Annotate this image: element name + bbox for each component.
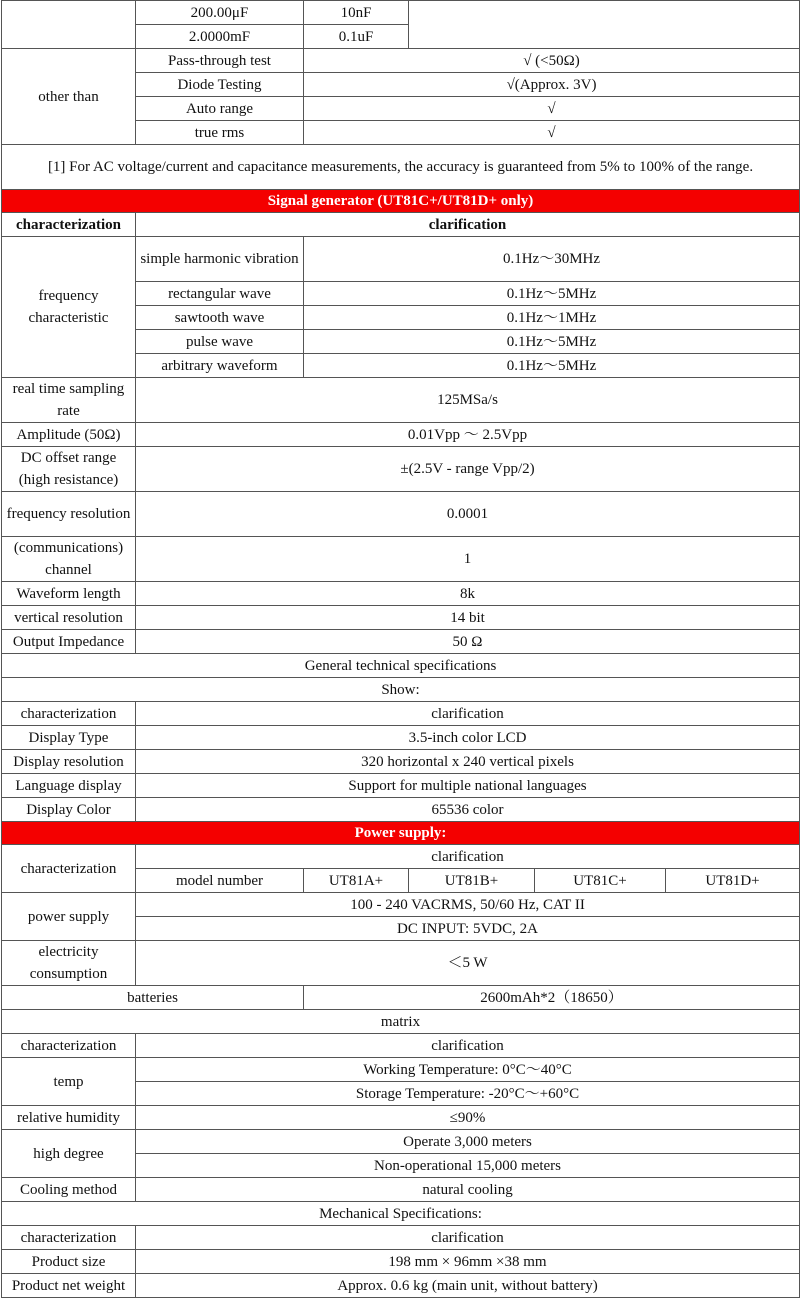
spec-name: Display resolution	[2, 750, 136, 774]
section-header-row	[2, 190, 800, 213]
spec-name: Amplitude (50Ω)	[2, 423, 136, 447]
table-header-row	[2, 1034, 800, 1058]
spec-value: DC INPUT: 5VDC, 2A	[136, 917, 800, 941]
spec-row	[2, 1058, 800, 1082]
column-header-characterization: characterization	[2, 1034, 136, 1058]
spec-row	[2, 1178, 800, 1202]
spec-row	[2, 941, 800, 986]
freq-row	[2, 237, 800, 282]
freq-value: 0.1Hz～5MHz	[304, 354, 800, 378]
section-title-power-supply: Power supply:	[2, 822, 800, 845]
freq-label: frequency characteristic	[2, 237, 136, 378]
spec-value: Working Temperature: 0°C～40°C	[136, 1058, 800, 1082]
freq-name: arbitrary waveform	[136, 354, 304, 378]
spec-name: Waveform length	[2, 582, 136, 606]
spec-value: 125MSa/s	[136, 378, 800, 423]
spec-row	[2, 986, 800, 1010]
spec-name: Cooling method	[2, 1178, 136, 1202]
spec-value: Approx. 0.6 kg (main unit, without battery)	[136, 1274, 800, 1298]
spec-row	[2, 798, 800, 822]
spec-row	[2, 1250, 800, 1274]
section-title-matrix: matrix	[2, 1010, 800, 1034]
spec-name: frequency resolution	[2, 492, 136, 537]
spec-name: high degree	[2, 1130, 136, 1178]
spec-name: relative humidity	[2, 1106, 136, 1130]
spec-row	[2, 630, 800, 654]
other-name: true rms	[136, 121, 304, 145]
spec-name: Display Color	[2, 798, 136, 822]
spec-value: ±(2.5V - range Vpp/2)	[136, 447, 800, 492]
section-title-row	[2, 1202, 800, 1226]
spec-row	[2, 750, 800, 774]
table-header-row	[2, 213, 800, 237]
spec-name: real time sampling rate	[2, 378, 136, 423]
footnote-row	[2, 145, 800, 190]
other-row	[2, 49, 800, 73]
other-name: Diode Testing	[136, 73, 304, 97]
subsection-title-show: Show:	[2, 678, 800, 702]
model-cell: UT81A+	[304, 869, 409, 893]
spec-name: temp	[2, 1058, 136, 1106]
spec-value: 3.5-inch color LCD	[136, 726, 800, 750]
spec-name: vertical resolution	[2, 606, 136, 630]
spec-value: 1	[136, 537, 800, 582]
column-header-clarification: clarification	[136, 213, 800, 237]
column-header-clarification: clarification	[136, 1034, 800, 1058]
freq-value: 0.1Hz～30MHz	[304, 237, 800, 282]
cap-range: 200.00μF	[136, 1, 304, 25]
model-cell: UT81B+	[409, 869, 535, 893]
spec-row	[2, 582, 800, 606]
capacitance-row	[2, 1, 800, 25]
spec-name: electricity consumption	[2, 941, 136, 986]
column-header-clarification: clarification	[136, 702, 800, 726]
spec-name: (communications) channel	[2, 537, 136, 582]
spec-table	[1, 0, 800, 1298]
freq-value: 0.1Hz～5MHz	[304, 282, 800, 306]
model-cell: UT81D+	[666, 869, 800, 893]
other-name: Pass-through test	[136, 49, 304, 73]
cap-resolution: 0.1uF	[304, 25, 409, 49]
other-value: √(Approx. 3V)	[304, 73, 800, 97]
spec-value: ≤90%	[136, 1106, 800, 1130]
other-value: √	[304, 97, 800, 121]
cap-resolution: 10nF	[304, 1, 409, 25]
section-title-row	[2, 654, 800, 678]
table-header-row	[2, 845, 800, 869]
spec-row	[2, 1274, 800, 1298]
spec-row	[2, 378, 800, 423]
other-name: Auto range	[136, 97, 304, 121]
model-number-label: model number	[136, 869, 304, 893]
section-header-row	[2, 822, 800, 845]
spec-row	[2, 606, 800, 630]
freq-name: pulse wave	[136, 330, 304, 354]
freq-name: simple harmonic vibration	[136, 237, 304, 282]
spec-name: batteries	[2, 986, 304, 1010]
spec-row	[2, 1130, 800, 1154]
spec-value: 0.0001	[136, 492, 800, 537]
column-header-clarification: clarification	[136, 845, 800, 869]
spec-value: Storage Temperature: -20°C～+60°C	[136, 1082, 800, 1106]
spec-row	[2, 774, 800, 798]
footnote: [1] For AC voltage/current and capacitance measurements, the accuracy is guaranteed from 5% to 100% of the range.	[2, 145, 800, 190]
spec-name: Language display	[2, 774, 136, 798]
spec-value: 2600mAh*2（18650）	[304, 986, 800, 1010]
section-title-mechanical: Mechanical Specifications:	[2, 1202, 800, 1226]
spec-value: Non-operational 15,000 meters	[136, 1154, 800, 1178]
column-header-clarification: clarification	[136, 1226, 800, 1250]
column-header-characterization: characterization	[2, 1226, 136, 1250]
freq-value: 0.1Hz～1MHz	[304, 306, 800, 330]
spec-name: Display Type	[2, 726, 136, 750]
subsection-title-row	[2, 678, 800, 702]
spec-name: Output Impedance	[2, 630, 136, 654]
other-value: √	[304, 121, 800, 145]
spec-row	[2, 537, 800, 582]
table-header-row	[2, 1226, 800, 1250]
spec-value: 320 horizontal x 240 vertical pixels	[136, 750, 800, 774]
spec-value: 50 Ω	[136, 630, 800, 654]
spec-value: 198 mm × 96mm ×38 mm	[136, 1250, 800, 1274]
freq-name: rectangular wave	[136, 282, 304, 306]
spec-value: 0.01Vpp ～ 2.5Vpp	[136, 423, 800, 447]
freq-value: 0.1Hz～5MHz	[304, 330, 800, 354]
spec-row	[2, 893, 800, 917]
spec-row	[2, 492, 800, 537]
model-cell: UT81C+	[535, 869, 666, 893]
spec-value: 14 bit	[136, 606, 800, 630]
cap-range: 2.0000mF	[136, 25, 304, 49]
spec-row	[2, 726, 800, 750]
column-header-characterization: characterization	[2, 702, 136, 726]
spec-row	[2, 447, 800, 492]
spec-row	[2, 1106, 800, 1130]
section-title-general: General technical specifications	[2, 654, 800, 678]
section-title-row	[2, 1010, 800, 1034]
spec-value: natural cooling	[136, 1178, 800, 1202]
spec-name: power supply	[2, 893, 136, 941]
spec-value: ＜5 W	[136, 941, 800, 986]
section-title-signal-generator: Signal generator (UT81C+/UT81D+ only)	[2, 190, 800, 213]
other-label: other than	[2, 49, 136, 145]
spec-name: Product size	[2, 1250, 136, 1274]
spec-value: 8k	[136, 582, 800, 606]
spec-name: DC offset range (high resistance)	[2, 447, 136, 492]
spec-value: 65536 color	[136, 798, 800, 822]
spec-value: Support for multiple national languages	[136, 774, 800, 798]
other-value: √ (<50Ω)	[304, 49, 800, 73]
spec-row	[2, 423, 800, 447]
table-header-row	[2, 702, 800, 726]
column-header-characterization: characterization	[2, 213, 136, 237]
freq-name: sawtooth wave	[136, 306, 304, 330]
column-header-characterization: characterization	[2, 845, 136, 893]
spec-value: 100 - 240 VACRMS, 50/60 Hz, CAT II	[136, 893, 800, 917]
spec-value: Operate 3,000 meters	[136, 1130, 800, 1154]
spec-name: Product net weight	[2, 1274, 136, 1298]
